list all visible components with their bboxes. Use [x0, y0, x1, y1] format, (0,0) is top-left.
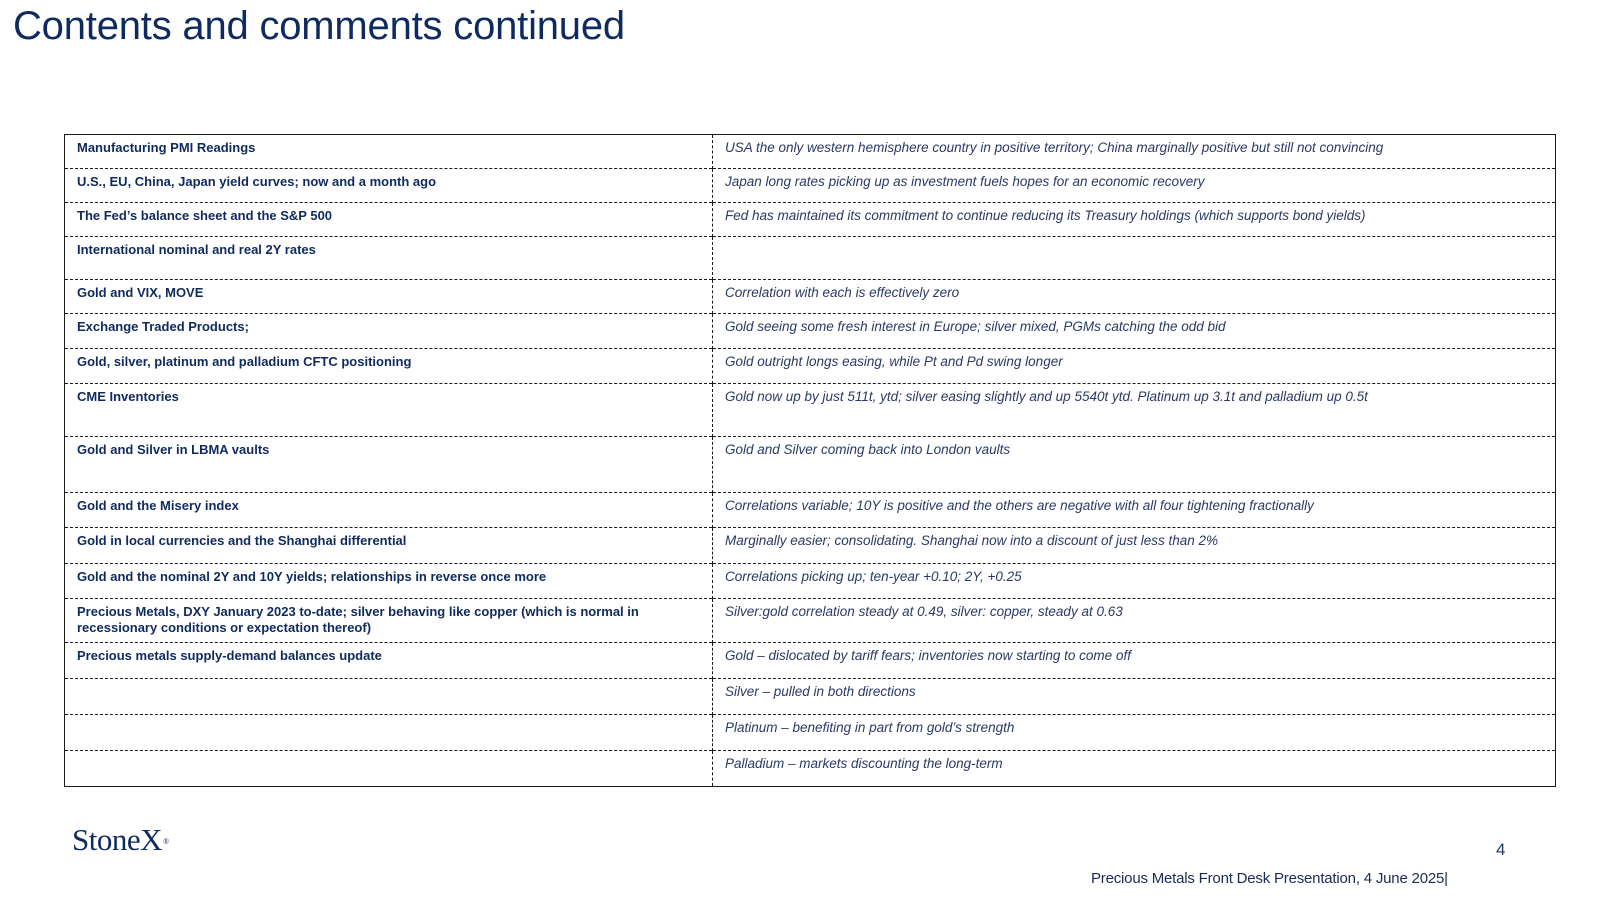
topic-cell [65, 679, 713, 715]
logo-text: StoneX [72, 822, 162, 857]
topic-cell: Gold and VIX, MOVE [65, 280, 713, 314]
table-row [65, 528, 1556, 564]
topic-cell: U.S., EU, China, Japan yield curves; now and a month ago [65, 169, 713, 203]
table-row [65, 237, 1556, 280]
comment-cell: Platinum – benefiting in part from gold’s strength [713, 715, 1556, 751]
topic-cell: Gold, silver, platinum and palladium CFTC positioning [65, 349, 713, 384]
comment-cell: Correlations picking up; ten-year +0.10; 2Y, +0.25 [713, 564, 1556, 599]
table-row [65, 715, 1556, 751]
topic-cell: Gold and the Misery index [65, 493, 713, 528]
comment-cell [713, 237, 1556, 280]
topic-cell [65, 751, 713, 787]
comment-cell: Silver:gold correlation steady at 0.49, silver: copper, steady at 0.63 [713, 599, 1556, 643]
comment-cell: Fed has maintained its commitment to continue reducing its Treasury holdings (which supports bond yields) [713, 203, 1556, 237]
topic-cell: Gold and Silver in LBMA vaults [65, 437, 713, 493]
topic-cell: Precious metals supply-demand balances update [65, 643, 713, 679]
comment-cell: Correlations variable; 10Y is positive and the others are negative with all four tightening fractionally [713, 493, 1556, 528]
stonex-logo [72, 824, 169, 856]
table-row [65, 169, 1556, 203]
table-row [65, 564, 1556, 599]
comment-cell: Gold and Silver coming back into London vaults [713, 437, 1556, 493]
topic-cell: International nominal and real 2Y rates [65, 237, 713, 280]
comment-cell: Japan long rates picking up as investment fuels hopes for an economic recovery [713, 169, 1556, 203]
comment-cell: Silver – pulled in both directions [713, 679, 1556, 715]
table-row [65, 751, 1556, 787]
table-row [65, 679, 1556, 715]
comment-cell: Marginally easier; consolidating. Shanghai now into a discount of just less than 2% [713, 528, 1556, 564]
table-row [65, 599, 1556, 643]
comment-cell: Gold – dislocated by tariff fears; inventories now starting to come off [713, 643, 1556, 679]
page-title: Contents and comments continued [13, 4, 625, 48]
comment-cell: USA the only western hemisphere country in positive territory; China marginally positive but still not convincing [725, 140, 1384, 155]
topic-cell: CME Inventories [65, 384, 713, 437]
table-row [65, 437, 1556, 493]
topic-cell: Gold and the nominal 2Y and 10Y yields; relationships in reverse once more [65, 564, 713, 599]
topic-cell: Exchange Traded Products; [65, 314, 713, 349]
topic-cell: The Fed’s balance sheet and the S&P 500 [65, 203, 713, 237]
registered-mark: ® [163, 837, 169, 846]
comment-cell: Gold seeing some fresh interest in Europe; silver mixed, PGMs catching the odd bid [713, 314, 1556, 349]
topic-cell: Gold in local currencies and the Shanghai differential [65, 528, 713, 564]
table-row [65, 643, 1556, 679]
topic-cell: Manufacturing PMI Readings [65, 135, 713, 169]
footer-presentation-title: Precious Metals Front Desk Presentation, 4 June 2025| [1091, 870, 1448, 887]
comment-cell: Gold now up by just 511t, ytd; silver easing slightly and up 5540t ytd. Platinum up 3.1t and palladium up 0.5t [713, 384, 1556, 437]
table-row [65, 314, 1556, 349]
comment-cell: Gold outright longs easing, while Pt and Pd swing longer [713, 349, 1556, 384]
contents-table [64, 134, 1556, 787]
table-row [65, 203, 1556, 237]
comment-cell: Correlation with each is effectively zero [713, 280, 1556, 314]
topic-cell [65, 715, 713, 751]
topic-cell: Precious Metals, DXY January 2023 to-date; silver behaving like copper (which is normal in recessionary conditions or expectation thereof) [65, 599, 713, 643]
table-row [65, 493, 1556, 528]
table-row [65, 280, 1556, 314]
page-number: 4 [1496, 840, 1506, 859]
table-row [65, 349, 1556, 384]
table-row [65, 135, 1556, 169]
table-row [65, 384, 1556, 437]
comment-cell: Palladium – markets discounting the long-term [713, 751, 1556, 787]
